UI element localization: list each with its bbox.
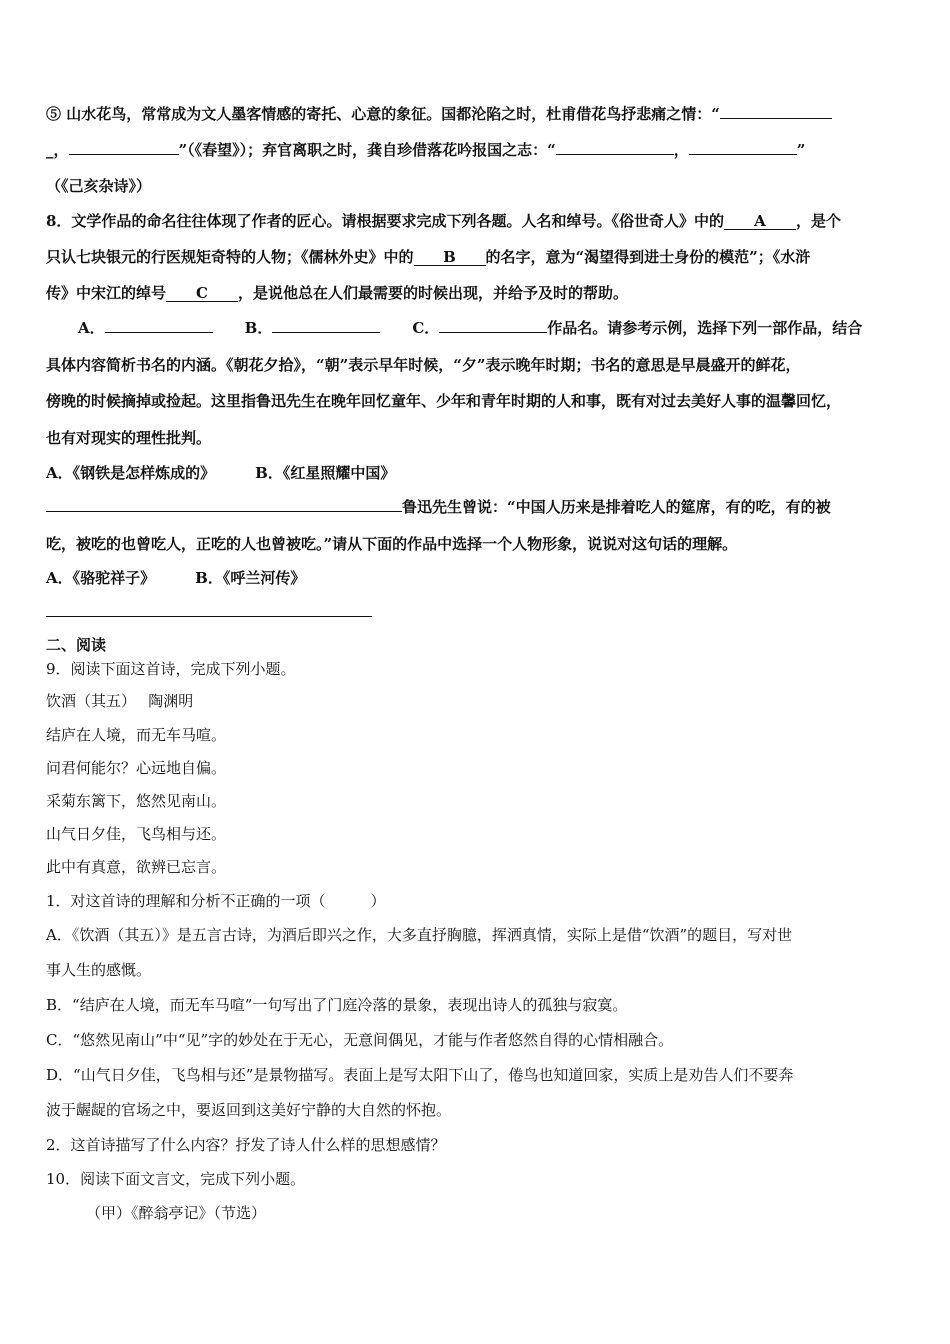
option-a[interactable]: A．《骆驼祥子》 [46, 569, 156, 587]
q7-text-2c: ， [673, 141, 689, 159]
blank-b[interactable]: B [414, 249, 486, 266]
q7-text-1: ⑤ 山水花鸟，常常成为文人墨客情感的寄托、心意的象征。国都沦陷之时，杜甫借花鸟抒悲痛之情：“ [46, 105, 720, 123]
q8-line-9: 吃，被吃的也曾吃人，正吃的人也曾被吃。”请从下面的作品中选择一个人物形象，说说对这句话的理解。 [46, 535, 738, 553]
section-title: 二、阅读 [46, 636, 107, 654]
choice-d-line-1[interactable]: D．“山气日夕佳，飞鸟相与还”是景物描写。表面上是写太阳下山了，倦鸟也知道回家，实质上是劝告人们不要奔 [46, 1066, 794, 1084]
q10-intro: 10．阅读下面文言文，完成下列小题。 [46, 1170, 306, 1188]
q8-line-4 [78, 316, 862, 340]
poem-line-4: 山气日夕佳，飞鸟相与还。 [46, 825, 227, 843]
answer-blank[interactable] [720, 102, 832, 119]
poem-line-1: 结庐在人境，而无车马喧。 [46, 726, 227, 744]
poem-line-3: 采菊东篱下，悠然见南山。 [46, 792, 227, 810]
choice-a-line-1[interactable]: A．《饮酒（其五）》是五言古诗，为酒后即兴之作，大多直抒胸臆，挥洒真情，实际上是借“饮酒”的题目，写对世 [46, 926, 793, 944]
q8-line-1 [46, 209, 841, 233]
q9-sub-2: 2．这首诗描写了什么内容？抒发了诗人什么样的思想感情？ [46, 1136, 446, 1154]
answer-blank-b[interactable] [272, 316, 380, 333]
choice-c[interactable]: C．“悠然见南山”中“见”字的妙处在于无心，无意间偶见，才能与作者悠然自得的心情相融合。 [46, 1031, 674, 1049]
q8-text: 作品名。请参考示例，选择下列一部作品，结合 [547, 319, 863, 337]
answer-blank-c[interactable] [439, 316, 547, 333]
q8-line-2 [46, 245, 810, 269]
q8-text: ，是说他总在人们最需要的时候出现，并给予及时的帮助。 [238, 284, 629, 302]
q7-text-2b: ”（《春望》）；弃官离职之时，龚自珍借落花吟报国之志：“ [178, 141, 556, 159]
answer-label-b: B． [244, 319, 273, 337]
q8-line-7: 也有对现实的理性批判。 [46, 429, 212, 447]
q10-sub: （甲）《醉翁亭记》（节选） [86, 1204, 267, 1222]
answer-line[interactable] [46, 616, 372, 617]
answer-blank-a[interactable] [105, 316, 213, 333]
q7-line-1 [46, 102, 832, 126]
q8-line-5: 具体内容简析书名的内涵。《朝花夕拾》，“朝”表示早年时候，“夕”表示晚年时期；书名的意思是早晨盛开的鲜花， [46, 356, 801, 374]
q8-line-6: 傍晚的时候摘掉或捡起。这里指鲁迅先生在晚年回忆童年、少年和青年时期的人和事，既有对过去美好人事的温馨回忆， [46, 392, 842, 410]
option-a[interactable]: A．《钢铁是怎样炼成的》 [46, 464, 216, 482]
poem-line-2: 问君何能尔？心远地自偏。 [46, 759, 227, 777]
answer-blank[interactable] [69, 138, 179, 155]
q8-line-3 [46, 281, 628, 305]
q8-text: 的名字，意为“渴望得到进士身份的模范”；《水浒 [485, 248, 811, 266]
q7-text-2d: ” [796, 141, 806, 159]
q7-line-3: （《己亥杂诗》） [46, 177, 152, 195]
q8-text: 传》中宋江的绰号 [46, 284, 167, 302]
q8-text: 只认七块银元的行医规矩奇特的人物；《儒林外史》中的 [46, 248, 414, 266]
q8-text: 鲁迅先生曾说：“中国人历来是排着吃人的筵席，有的吃，有的被 [402, 498, 831, 516]
q8-text: ，是个 [795, 212, 841, 230]
option-b[interactable]: B．《呼兰河传》 [195, 569, 306, 587]
poem-line-5: 此中有真意，欲辨已忘言。 [46, 858, 227, 876]
choice-a-line-2: 事人生的感慨。 [46, 961, 152, 979]
answer-label-a: A． [78, 319, 105, 337]
option-b[interactable]: B．《红星照耀中国》 [255, 464, 396, 482]
q8-options-2 [46, 566, 305, 590]
q7-line-2 [46, 138, 805, 162]
answer-blank[interactable] [46, 495, 402, 512]
poem-title: 饮酒（其五） 陶渊明 [46, 692, 194, 710]
choice-b[interactable]: B．“结庐在人境，而无车马喧”一句写出了门庭冷落的景象，表现出诗人的孤独与寂寞。 [46, 996, 628, 1014]
q8-line-8 [46, 495, 831, 519]
q9-sub-1: 1．对这首诗的理解和分析不正确的一项（ ） [46, 892, 386, 910]
blank-a[interactable]: A [724, 213, 796, 230]
choice-d-line-2: 波于龌龊的官场之中，要返回到这美好宁静的大自然的怀抱。 [46, 1101, 452, 1119]
blank-c[interactable]: C [166, 285, 238, 302]
q8-text: 8．文学作品的命名往往体现了作者的匠心。请根据要求完成下列各题。人名和绰号。《俗世奇人》中的 [46, 212, 724, 230]
answer-label-c: C． [412, 319, 440, 337]
q9-intro: 9．阅读下面这首诗，完成下列小题。 [46, 660, 296, 678]
q7-text-2a: _， [46, 141, 69, 159]
answer-blank[interactable] [556, 138, 674, 155]
answer-blank[interactable] [689, 138, 797, 155]
q8-options-1 [46, 461, 395, 485]
